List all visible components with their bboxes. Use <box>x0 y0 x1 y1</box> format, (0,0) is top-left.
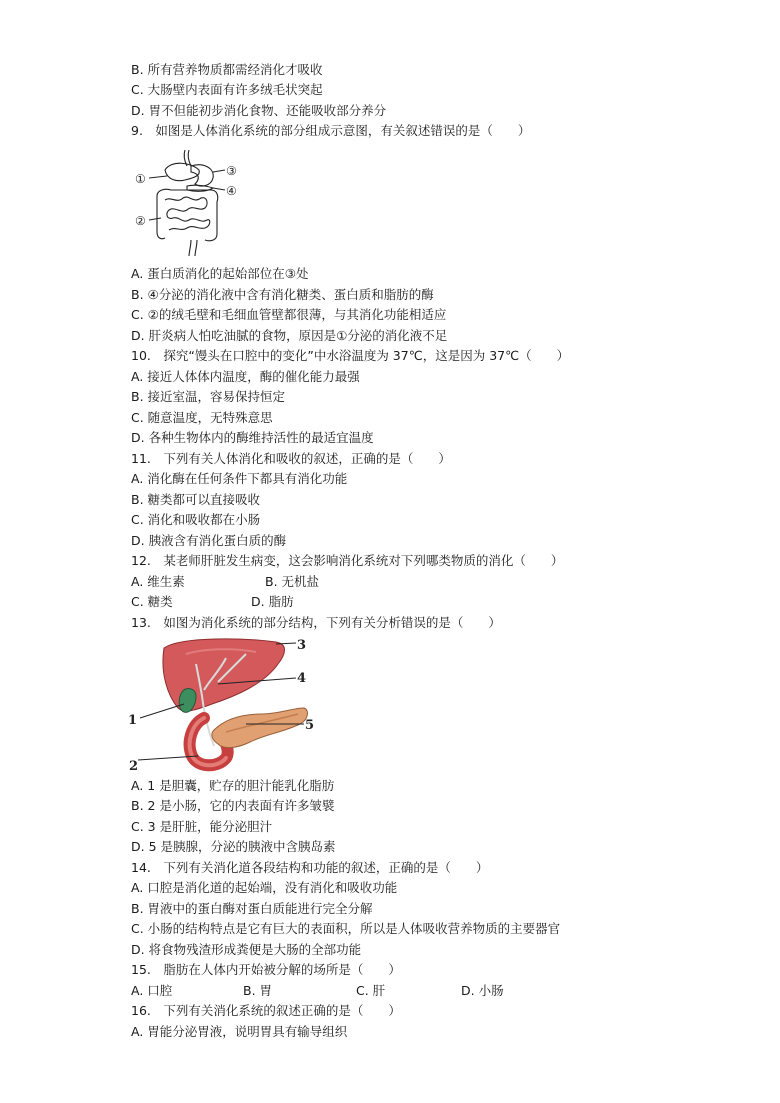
question-13-option-d: D. 5 是胰腺，分泌的胰液中含胰岛素 <box>131 839 336 854</box>
option-text: C. 大肠壁内表面有许多绒毛状突起 <box>131 82 323 97</box>
figure-label-2: ② <box>135 214 146 228</box>
figure-label-4: ④ <box>226 184 237 198</box>
question-9-option-a: A. 蛋白质消化的起始部位在③处 <box>131 266 309 281</box>
question-14-option-c: C. 小肠的结构特点是它有巨大的表面积，所以是人体吸收营养物质的主要器官 <box>131 921 561 936</box>
question-9-stem: 9. 如图是人体消化系统的部分组成示意图，有关叙述错误的是（ ） <box>131 123 531 138</box>
question-9-option-b: B. ④分泌的消化液中含有消化糖类、蛋白质和脂肪的酶 <box>131 287 434 302</box>
question-11-stem: 11. 下列有关人体消化和吸收的叙述，正确的是（ ） <box>131 451 451 466</box>
figure-label-4: 4 <box>297 671 307 686</box>
question-10-option-d: D. 各种生物体内的酶维持活性的最适宜温度 <box>131 430 374 445</box>
question-14-option-d: D. 将食物残渣形成粪便是大肠的全部功能 <box>131 942 362 957</box>
question-12-stem: 12. 某老师肝脏发生病变，这会影响消化系统对下列哪类物质的消化（ ） <box>131 553 564 568</box>
question-13-stem: 13. 如图为消化系统的部分结构，下列有关分析错误的是（ ） <box>131 615 501 630</box>
question-11-option-d: D. 胰液含有消化蛋白质的酶 <box>131 533 287 548</box>
question-15-options-row <box>131 982 551 1000</box>
figure-label-3: ③ <box>226 164 237 178</box>
question-14-stem: 14. 下列有关消化道各段结构和功能的叙述，正确的是（ ） <box>131 860 489 875</box>
question-15-stem: 15. 脂肪在人体内开始被分解的场所是（ ） <box>131 962 401 977</box>
figure-label-5: 5 <box>305 718 315 733</box>
question-12-options-row-1 <box>131 573 431 591</box>
question-10-option-b: B. 接近室温，容易保持恒定 <box>131 389 286 404</box>
figure-label-1: 1 <box>128 713 138 728</box>
question-9-option-d: D. 肝炎病人怕吃油腻的食物，原因是①分泌的消化液不足 <box>131 328 448 343</box>
figure-label-2: 2 <box>129 759 139 774</box>
question-16-stem: 16. 下列有关消化系统的叙述正确的是（ ） <box>131 1003 401 1018</box>
liver-pancreas-figure <box>126 634 326 774</box>
question-10-stem: 10. 探究“馒头在口腔中的变化”中水浴温度为 37℃，这是因为 37℃（ ） <box>131 348 570 363</box>
figure-label-1: ① <box>135 172 146 186</box>
option-text: B. 所有营养物质都需经消化才吸收 <box>131 62 323 77</box>
question-11-option-a: A. 消化酶在任何条件下都具有消化功能 <box>131 471 348 486</box>
question-12-option-c: C. 糖类 <box>131 594 173 609</box>
option-text: D. 胃不但能初步消化食物、还能吸收部分养分 <box>131 103 387 118</box>
question-12-option-d: D. 脂肪 <box>251 594 294 609</box>
figure-label-3: 3 <box>297 638 307 653</box>
question-12-option-a: A. 维生素 <box>131 574 185 589</box>
question-13-option-a: A. 1 是胆囊，贮存的胆汁能乳化脂肪 <box>131 778 335 793</box>
question-10-option-a: A. 接近人体体内温度，酶的催化能力最强 <box>131 369 360 384</box>
question-11-option-c: C. 消化和吸收都在小肠 <box>131 512 261 527</box>
digestive-system-figure <box>131 148 241 258</box>
question-12-options-row-2 <box>131 593 431 611</box>
question-14-option-b: B. 胃液中的蛋白酶对蛋白质能进行完全分解 <box>131 901 373 916</box>
question-16-option-a: A. 胃能分泌胃液，说明胃具有输导组织 <box>131 1024 348 1039</box>
question-9-option-c: C. ②的绒毛壁和毛细血管壁都很薄，与其消化功能相适应 <box>131 307 447 322</box>
question-13-option-c: C. 3 是肝脏，能分泌胆汁 <box>131 819 273 834</box>
question-15-option-b: B. 胃 <box>243 983 273 998</box>
question-13-option-b: B. 2 是小肠，它的内表面有许多皱襞 <box>131 798 335 813</box>
question-15-option-a: A. 口腔 <box>131 983 173 998</box>
question-15-option-c: C. 肝 <box>356 983 386 998</box>
question-10-option-c: C. 随意温度，无特殊意思 <box>131 410 273 425</box>
question-12-option-b: B. 无机盐 <box>265 574 320 589</box>
question-11-option-b: B. 糖类都可以直接吸收 <box>131 492 261 507</box>
question-14-option-a: A. 口腔是消化道的起始端，没有消化和吸收功能 <box>131 880 398 895</box>
question-15-option-d: D. 小肠 <box>461 983 504 998</box>
